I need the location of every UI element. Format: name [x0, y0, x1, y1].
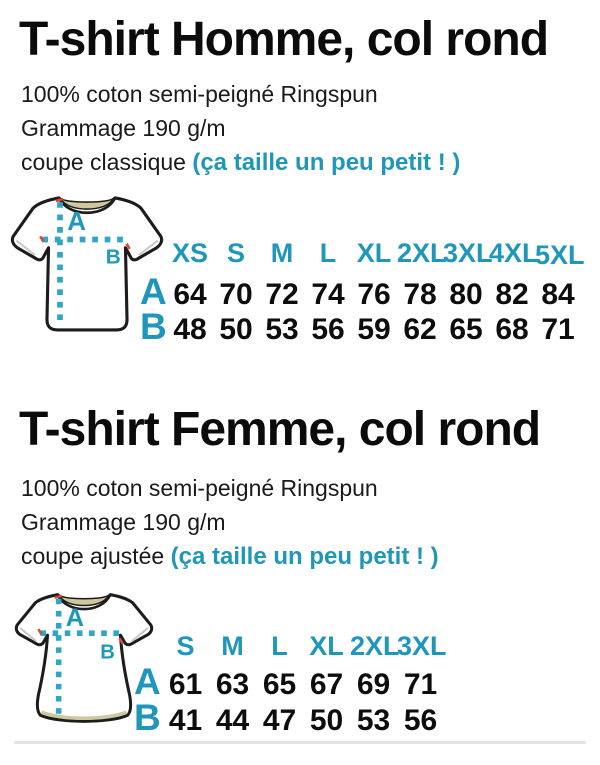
size-value: 71	[403, 668, 438, 701]
femme-row-b	[134, 699, 444, 736]
size-value: 80	[449, 278, 483, 311]
size-value: 50	[309, 704, 344, 737]
size-value: 74	[311, 278, 345, 311]
size-value: 44	[215, 704, 250, 737]
size-header: 4XL	[489, 238, 539, 268]
size-header: S	[176, 631, 195, 661]
femme-section-title: T-shirt Femme, col rond	[19, 403, 541, 456]
size-header: L	[271, 631, 288, 661]
size-header: L	[319, 238, 337, 268]
size-header: XL	[309, 631, 344, 661]
femme-row-a	[134, 663, 444, 700]
homme-row-a	[140, 273, 581, 310]
size-value: 68	[495, 313, 529, 346]
homme-section-title: T-shirt Homme, col rond	[19, 13, 549, 66]
measure-label-a: A	[67, 206, 87, 237]
size-value: 56	[311, 313, 345, 346]
homme-fit-text: coupe classique	[21, 149, 193, 175]
femme-desc-weight: Grammage 190 g/m	[21, 509, 226, 535]
size-header: 3XL	[443, 238, 493, 268]
size-value: 64	[173, 278, 207, 311]
size-value: 53	[356, 704, 391, 737]
size-value: 53	[265, 313, 299, 346]
row-label-b: B	[134, 697, 161, 738]
size-header: 2XL	[350, 631, 400, 661]
size-value: 67	[309, 668, 344, 701]
size-value: 69	[356, 668, 391, 701]
femme-desc-material: 100% coton semi-peigné Ringspun	[21, 475, 378, 501]
size-value: 82	[495, 278, 529, 311]
measure-label-a: A	[65, 604, 85, 633]
size-value: 41	[168, 704, 203, 737]
size-header: 2XL	[397, 238, 447, 268]
bottom-divider	[14, 741, 586, 744]
measure-label-b: B	[100, 641, 115, 664]
size-value: 56	[403, 704, 438, 737]
size-value: 76	[357, 278, 391, 311]
homme-desc-fit	[21, 145, 460, 180]
row-label-a: A	[140, 271, 167, 312]
size-value: 65	[262, 668, 297, 701]
size-value: 50	[219, 313, 253, 346]
size-value: 84	[541, 278, 575, 311]
homme-size-header-row	[167, 238, 585, 270]
size-value: 63	[215, 668, 250, 701]
homme-description	[21, 77, 460, 180]
homme-row-b	[140, 308, 581, 345]
femme-fit-note: (ça taille un peu petit ! )	[170, 543, 439, 570]
size-value: 59	[357, 313, 391, 346]
size-header: S	[226, 238, 245, 268]
femme-size-header-row	[162, 631, 447, 661]
size-header: XL	[356, 238, 392, 268]
size-value: 48	[173, 313, 207, 346]
size-header: M	[221, 631, 244, 661]
size-value: 65	[449, 313, 483, 346]
femme-description	[21, 471, 439, 574]
size-header: 3XL	[397, 631, 447, 661]
femme-desc-fit	[21, 539, 439, 574]
size-value: 72	[265, 278, 299, 311]
size-header: XS	[171, 238, 209, 268]
size-header: 5XL	[535, 240, 585, 270]
size-value: 61	[168, 668, 203, 701]
row-label-b: B	[140, 306, 167, 347]
size-value: 78	[403, 278, 437, 311]
size-value: 62	[403, 313, 437, 346]
femme-fit-text: coupe ajustée	[21, 543, 171, 569]
homme-desc-weight: Grammage 190 g/m	[21, 115, 226, 141]
size-header: M	[270, 238, 294, 268]
measure-label-b: B	[105, 245, 121, 269]
row-label-a: A	[134, 661, 161, 702]
homme-fit-note: (ça taille un peu petit ! )	[192, 149, 461, 176]
homme-desc-material: 100% coton semi-peigné Ringspun	[21, 81, 378, 107]
size-value: 47	[262, 704, 297, 737]
size-value: 71	[541, 313, 575, 346]
size-value: 70	[219, 278, 253, 311]
